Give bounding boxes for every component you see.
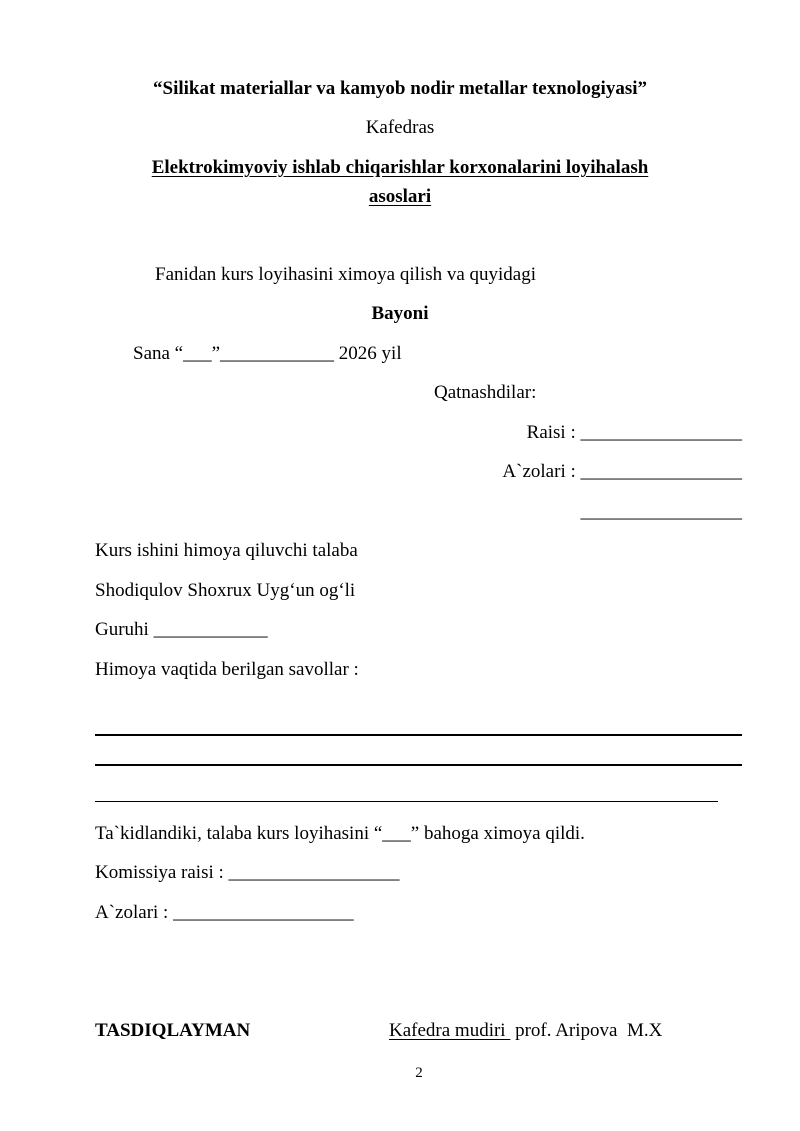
course-title-line2 [0, 187, 800, 206]
student-name: Shodiqulov Shoxrux Uyg‘un og‘li [95, 580, 356, 601]
answer-line-2 [95, 764, 742, 766]
members-extra-line: _________________ [580, 501, 742, 522]
grade-line: Ta`kidlandiki, talaba kurs loyihasini “___” bahoga ximoya qildi. [95, 823, 585, 844]
members-line: A`zolari : _________________ [502, 461, 742, 482]
bayoni-heading: Bayoni [371, 303, 429, 324]
head-name: prof. Aripova M.X [510, 1020, 663, 1041]
course-title-line2-text: asoslari [368, 186, 432, 207]
page-number: 2 [415, 1065, 423, 1081]
commission-chair-line: Komissiya raisi : __________________ [95, 862, 400, 883]
head-label: Kafedra mudiri [389, 1020, 511, 1041]
head-signature [389, 1021, 662, 1040]
answer-line-1 [95, 734, 742, 736]
student-label: Kurs ishini himoya qiluvchi talaba [95, 540, 358, 561]
intro-line: Fanidan kurs loyihasini ximoya qilish va quyidagi [155, 264, 537, 285]
institution-title: “Silikat materiallar va kamyob nodir metallar texnologiyasi” [153, 78, 647, 99]
date-line: Sana “___”____________ 2026 yil [133, 343, 402, 364]
kafedra-label: Kafedras [365, 117, 435, 138]
group-line: Guruhi ____________ [95, 619, 268, 640]
commission-members-line: A`zolari : ___________________ [95, 902, 354, 923]
approve-label: TASDIQLAYMAN [95, 1020, 251, 1041]
answer-line-3 [95, 801, 718, 802]
course-title-line1 [0, 158, 800, 177]
course-title-line1-text: Elektrokimyoviy ishlab chiqarishlar korxonalarini loyihalash [151, 157, 649, 178]
chair-line: Raisi : _________________ [526, 422, 742, 443]
questions-label: Himoya vaqtida berilgan savollar : [95, 659, 359, 680]
participants-heading: Qatnashdilar: [434, 382, 537, 403]
